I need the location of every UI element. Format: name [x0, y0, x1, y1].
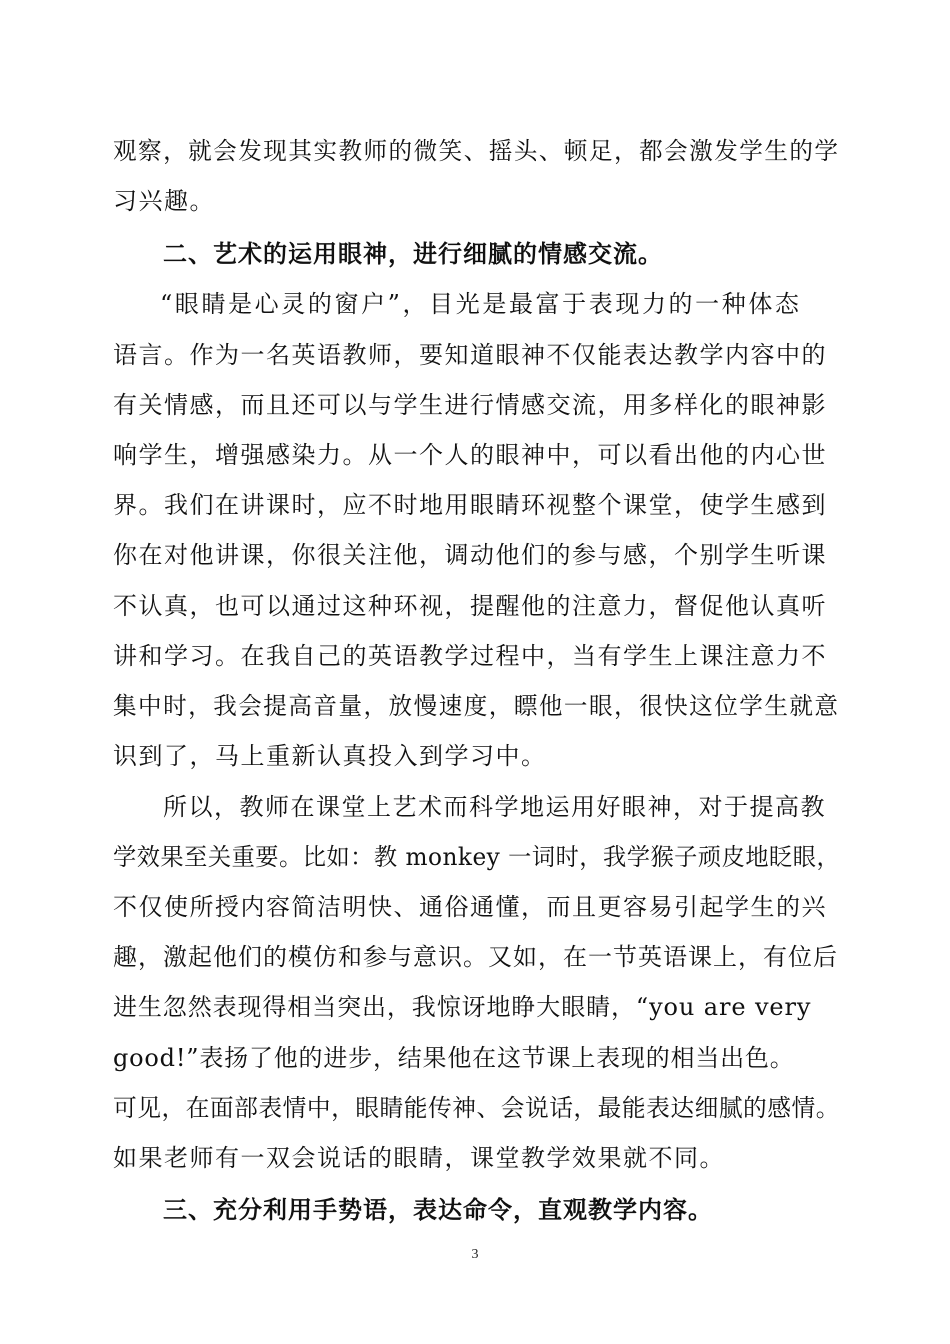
section-heading: 三、充分利用手势语，表达命令，直观教学内容。 — [163, 1196, 713, 1224]
body-text-line: 可见，在面部表情中，眼睛能传神、会说话，最能表达细腻的感情。 — [113, 1094, 840, 1122]
body-text-line: 界。我们在讲课时，应不时地用眼睛环视整个课堂，使学生感到 — [113, 491, 827, 519]
body-text-line: 观察，就会发现其实教师的微笑、摇头、顿足，都会激发学生的学 — [113, 137, 840, 165]
body-text-line: 习兴趣。 — [113, 187, 215, 215]
body-text-line: 如果老师有一双会说话的眼睛，课堂教学效果就不同。 — [113, 1144, 725, 1172]
body-text-line: 不认真，也可以通过这种环视，提醒他的注意力，督促他认真听 — [113, 592, 827, 620]
body-text-line: 不仅使所授内容简洁明快、通俗通懂，而且更容易引起学生的兴 — [113, 893, 827, 921]
body-text-line: 你在对他讲课，你很关注他，调动他们的参与感，个别学生听课 — [113, 541, 827, 569]
body-text-line: good!”表扬了他的进步，结果他在这节课上表现的相当出色。 — [113, 1044, 795, 1072]
body-text-line: 有关情感，而且还可以与学生进行情感交流，用多样化的眼神影 — [113, 391, 827, 419]
body-text-line: 所以，教师在课堂上艺术而科学地运用好眼神，对于提高教 — [163, 793, 826, 821]
body-text-line: 进生忽然表现得相当突出，我惊讶地睁大眼睛，“you are very — [113, 993, 812, 1021]
body-text-line: 响学生，增强感染力。从一个人的眼神中，可以看出他的内心世 — [113, 441, 827, 469]
body-text-line: “眼睛是心灵的窗户”，目光是最富于表现力的一种体态 — [160, 290, 802, 318]
section-heading: 二、艺术的运用眼神，进行细腻的情感交流。 — [163, 240, 663, 268]
body-text-line: 语言。作为一名英语教师，要知道眼神不仅能表达教学内容中的 — [113, 341, 827, 369]
body-text-line: 趣，激起他们的模仿和参与意识。又如，在一节英语课上，有位后 — [113, 943, 838, 971]
body-text-line: 集中时，我会提高音量，放慢速度，瞟他一眼，很快这位学生就意 — [113, 692, 840, 720]
body-text-line: 识到了，马上重新认真投入到学习中。 — [113, 742, 547, 770]
page-number: 3 — [471, 1247, 479, 1262]
body-text-line: 学效果至关重要。比如：教 monkey 一词时，我学猴子顽皮地眨眼， — [113, 843, 841, 871]
body-text-line: 讲和学习。在我自己的英语教学过程中，当有学生上课注意力不 — [113, 642, 827, 670]
